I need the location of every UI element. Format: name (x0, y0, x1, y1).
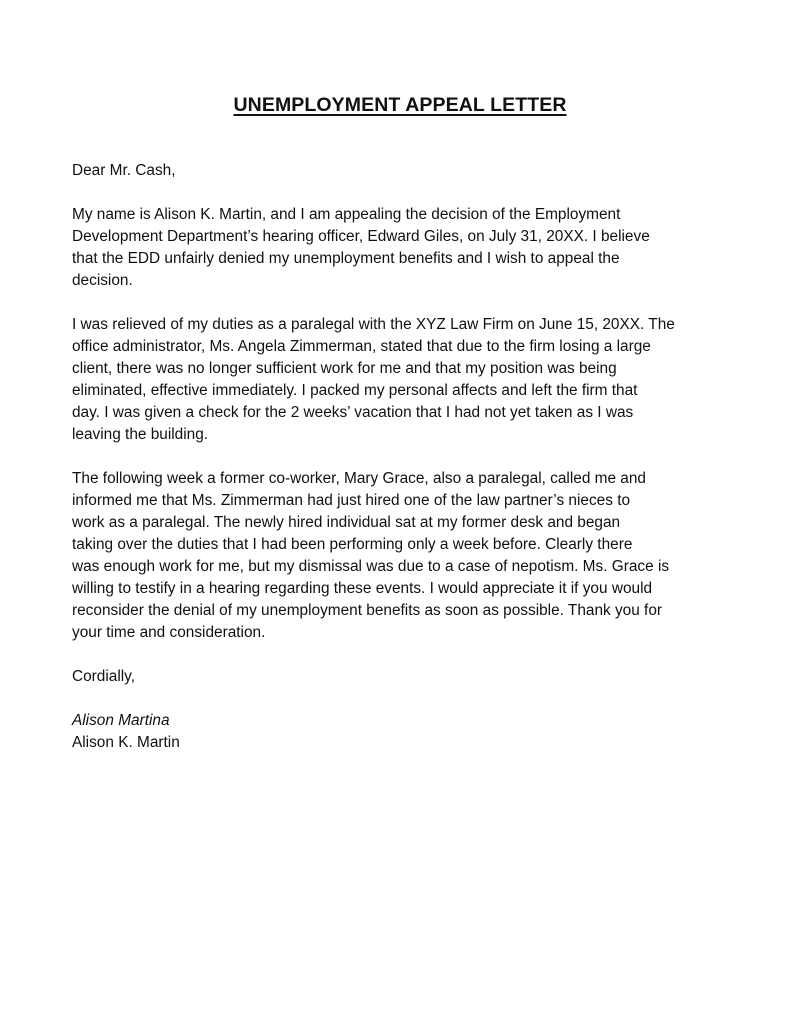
paragraph-line: I was relieved of my duties as a paralegal with the XYZ Law Firm on June 15, 20XX. The (72, 316, 675, 333)
paragraph-line: your time and consideration. (72, 624, 266, 641)
paragraph-line: Development Department’s hearing officer, Edward Giles, on July 31, 20XX. I believe (72, 228, 650, 245)
salutation-text: Dear Mr. Cash, (72, 162, 176, 179)
paragraph-line: reconsider the denial of my unemployment benefits as soon as possible. Thank you for (72, 602, 663, 619)
paragraph-line: client, there was no longer sufficient work for me and that my position was being (72, 360, 617, 377)
signature-italic: Alison Martina (72, 712, 170, 729)
closing-text: Cordially, (72, 668, 136, 685)
signature-printed-name: Alison K. Martin (72, 734, 180, 751)
paragraph-dismissal (72, 314, 742, 446)
paragraph-line: My name is Alison K. Martin, and I am appealing the decision of the Employment (72, 206, 621, 223)
paragraph-line: was enough work for me, but my dismissal was due to a case of nepotism. Ms. Grace is (72, 558, 670, 575)
letter-body (72, 160, 742, 776)
signature-block (72, 710, 742, 754)
paragraph-line: informed me that Ms. Zimmerman had just hired one of the law partner’s nieces to (72, 492, 631, 509)
paragraph-line: eliminated, effective immediately. I packed my personal affects and left the firm that (72, 382, 638, 399)
paragraph-line: work as a paralegal. The newly hired individual sat at my former desk and began (72, 514, 621, 531)
salutation (72, 160, 742, 182)
paragraph-line: taking over the duties that I had been performing only a week before. Clearly there (72, 536, 633, 553)
paragraph-line: that the EDD unfairly denied my unemployment benefits and I wish to appeal the (72, 250, 620, 267)
closing (72, 666, 742, 688)
letter-title: UNEMPLOYMENT APPEAL LETTER (233, 94, 567, 116)
paragraph-intro (72, 204, 742, 292)
paragraph-line: willing to testify in a hearing regarding these events. I would appreciate it if you would (72, 580, 653, 597)
paragraph-line: leaving the building. (72, 426, 209, 443)
paragraph-line: day. I was given a check for the 2 weeks’ vacation that I had not yet taken as I was (72, 404, 634, 421)
paragraph-line: office administrator, Ms. Angela Zimmerman, stated that due to the firm losing a large (72, 338, 651, 355)
paragraph-line: The following week a former co-worker, Mary Grace, also a paralegal, called me and (72, 470, 646, 487)
paragraph-line: decision. (72, 272, 133, 289)
paragraph-nepotism (72, 468, 742, 644)
